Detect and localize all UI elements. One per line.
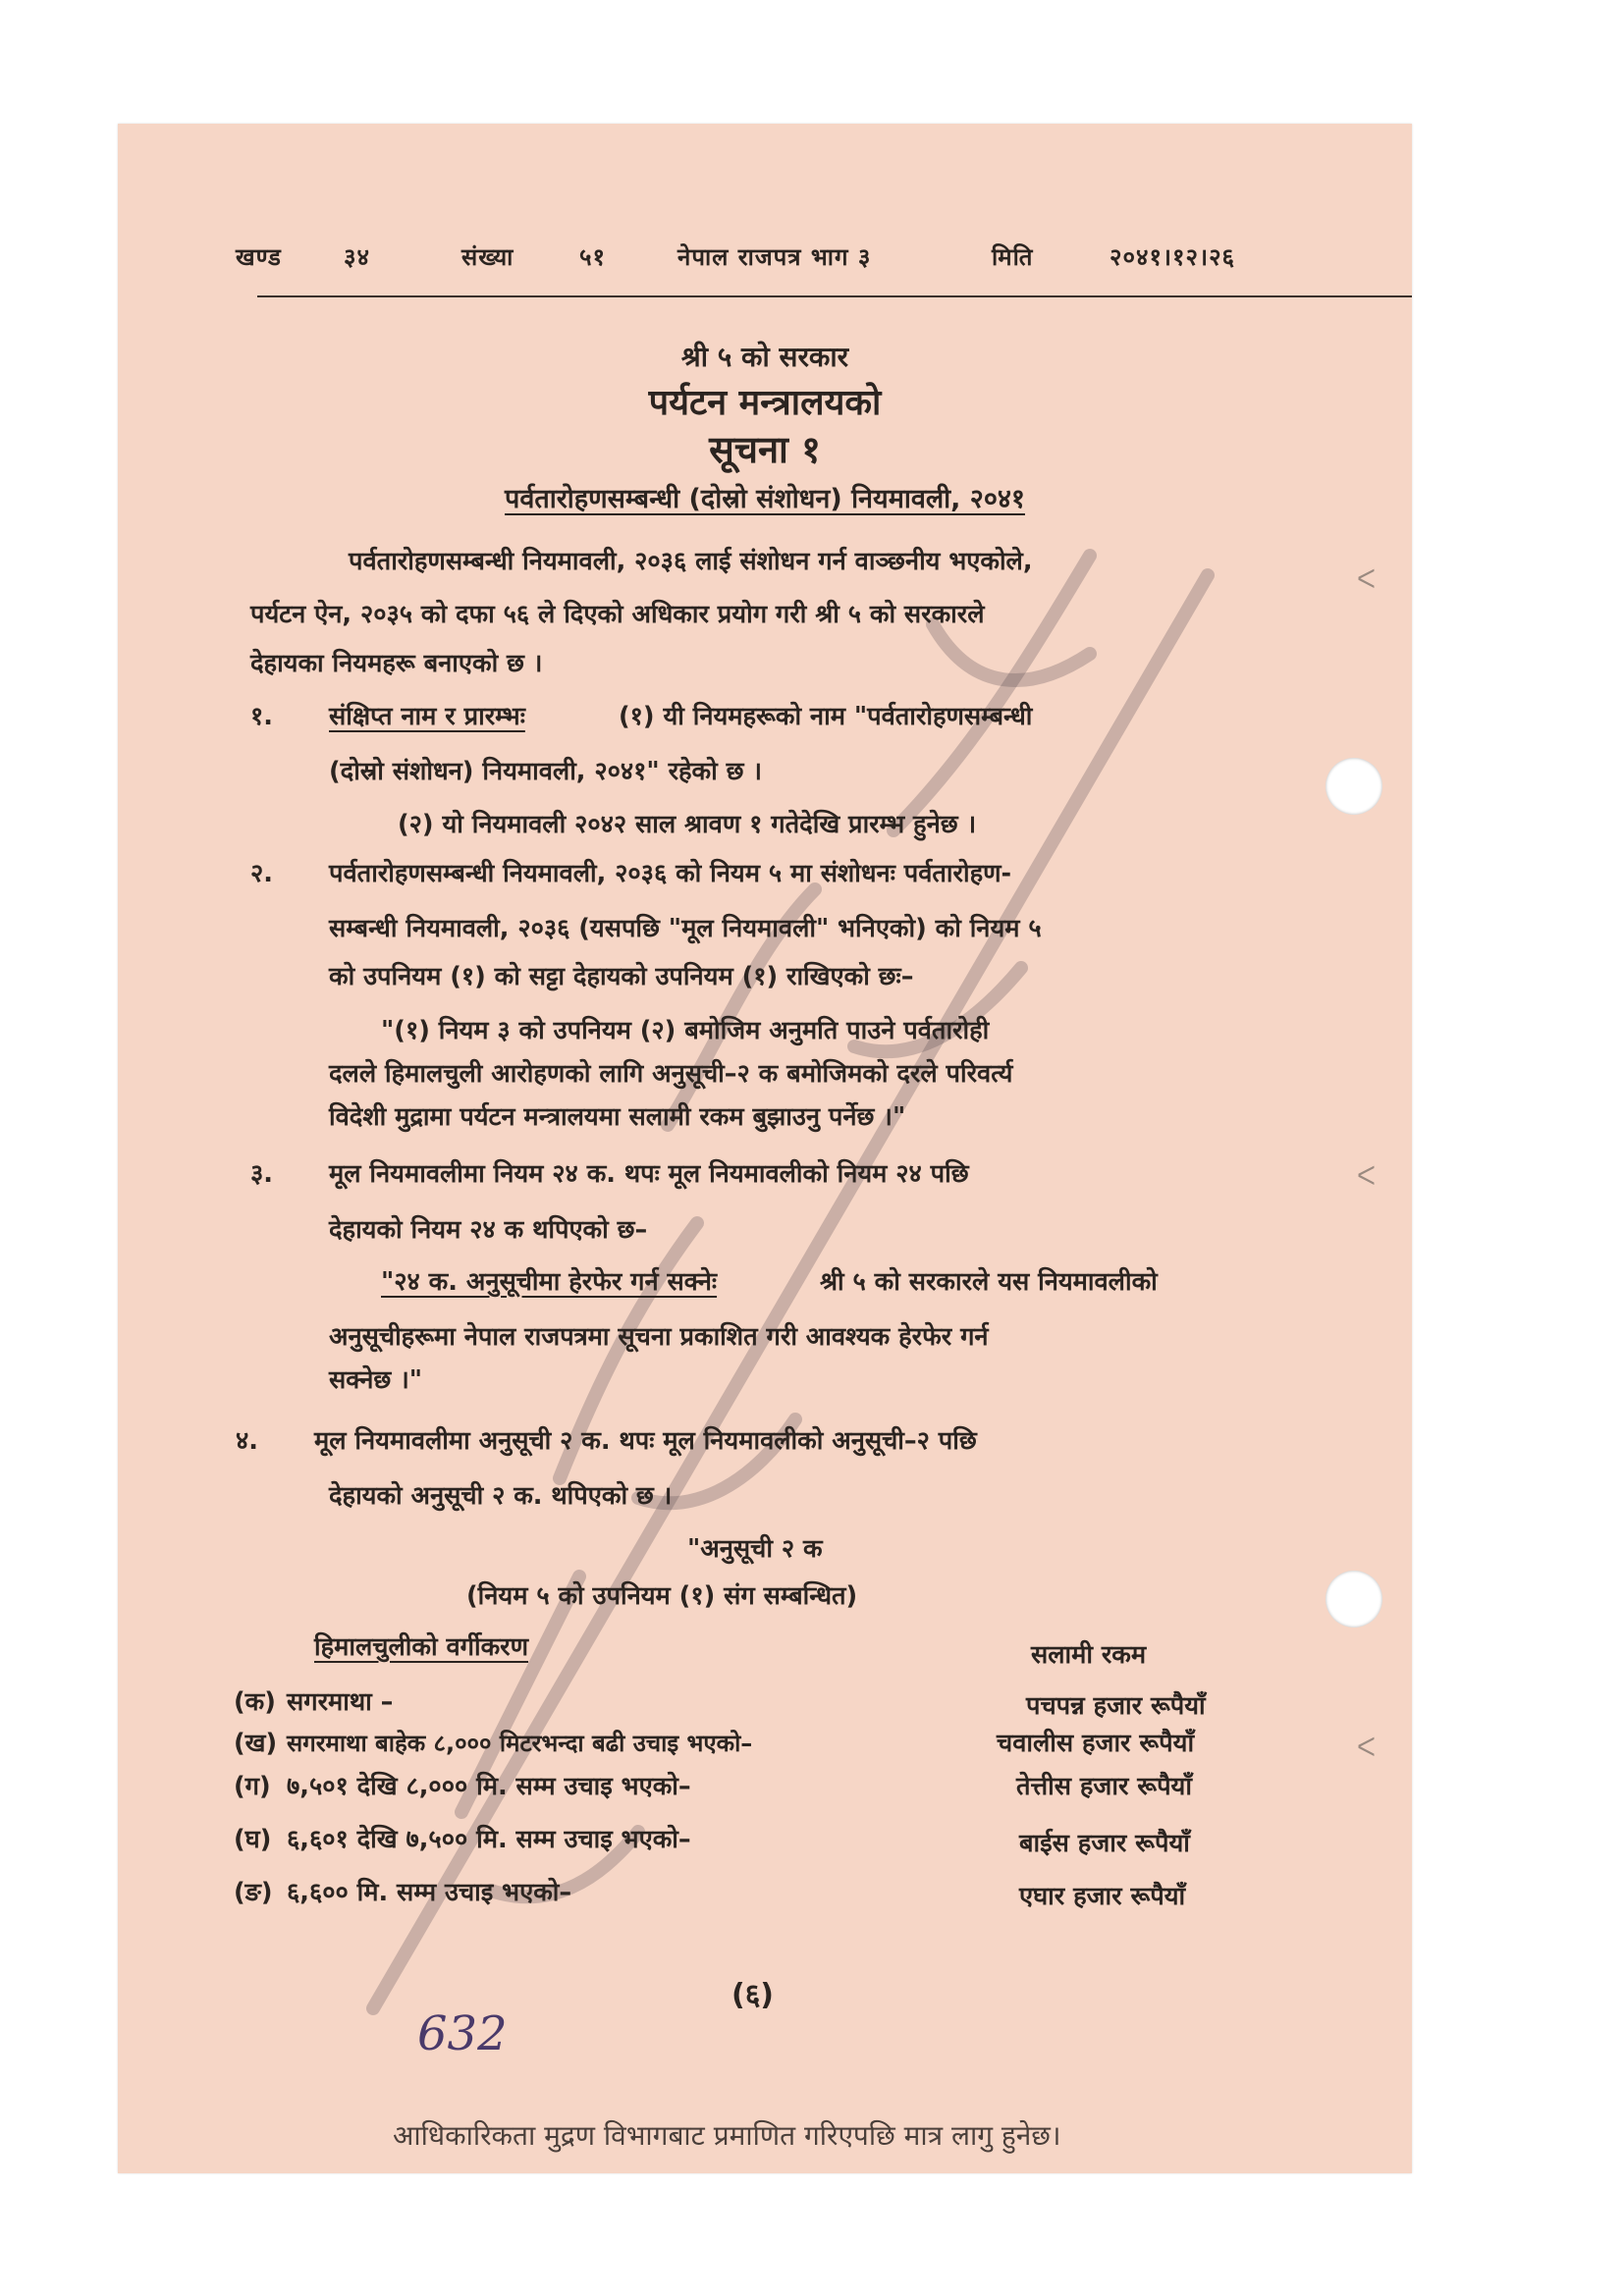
section-2-quote-2: दलले हिमालचुली आरोहणको लागि अनुसूची–२ क बमोजिमको दरले परिवर्त्य	[329, 1059, 1013, 1089]
section-1-heading: संक्षिप्त नाम र प्रारम्भः	[329, 702, 525, 731]
schedule-row-desc: सगरमाथा बाहेक ८,००० मिटरभन्दा बढी उचाइ भएको–	[287, 1730, 753, 1757]
schedule-col-amount: सलामी रकम	[1031, 1640, 1147, 1670]
footer-note: आधिकारिकता मुद्रण विभागबाट प्रमाणित गरिएपछि मात्र लागु हुनेछ।	[393, 2119, 1061, 2152]
section-3-quote-3: सक्नेछ ।"	[329, 1365, 423, 1395]
header-miti-label: मिति	[992, 243, 1034, 271]
schedule-row-desc: सगरमाथा –	[287, 1687, 394, 1717]
section-3-quote-1: श्री ५ को सरकारले यस नियमावलीको	[820, 1267, 1158, 1297]
section-1-line-2: (दोस्रो संशोधन) नियमावली, २०४१" रहेको छ ।	[329, 757, 763, 786]
header-rule	[257, 295, 1412, 297]
section-3-number: ३.	[250, 1159, 273, 1189]
preamble-line-1: पर्वतारोहणसम्बन्धी नियमावली, २०३६ लाई संशोधन गर्न वाञ्छनीय भएकोले,	[349, 547, 1033, 576]
section-3-line-1: मूल नियमावलीमा नियम २४ क. थपः मूल नियमावलीको नियम २४ पछि	[329, 1159, 969, 1189]
header-khanda-value: ३४	[344, 243, 370, 271]
section-2-number: २.	[250, 859, 273, 888]
schedule-row-label: (घ)	[234, 1825, 272, 1854]
title-notice: सूचना १	[709, 428, 821, 471]
edge-notch: ᐸ	[1357, 1734, 1376, 1763]
schedule-row-label: (क)	[234, 1687, 276, 1717]
section-4-number: ४.	[236, 1426, 258, 1456]
section-4-line-1: मूल नियमावलीमा अनुसूची २ क. थपः मूल नियमावलीको अनुसूची–२ पछि	[314, 1426, 977, 1456]
gazette-page	[118, 124, 1412, 2173]
schedule-row-label: (ख)	[234, 1729, 278, 1758]
schedule-row-desc: ७,५०१ देखि ८,००० मि. सम्म उचाइ भएको–	[287, 1772, 691, 1801]
header-sankhya-value: ५१	[579, 243, 606, 271]
section-1-line-3: (२) यो नियमावली २०४२ साल श्रावण १ गतेदेखि प्रारम्भ हुनेछ ।	[398, 810, 977, 839]
section-3-quote-2: अनुसूचीहरूमा नेपाल राजपत्रमा सूचना प्रकाशित गरी आवश्यक हेरफेर गर्न	[329, 1322, 989, 1352]
schedule-title: "अनुसूची २ क	[687, 1534, 823, 1564]
schedule-row-label: (ङ)	[234, 1878, 273, 1907]
schedule-row-amount: चवालीस हजार रूपैयाँ	[997, 1729, 1195, 1758]
title-government: श्री ५ को सरकार	[680, 341, 849, 373]
header-gazette: नेपाल राजपत्र भाग ३	[677, 243, 872, 271]
section-2-quote-1: "(१) नियम ३ को उपनियम (२) बमोजिम अनुमति पाउने पर्वतारोही	[381, 1016, 990, 1045]
schedule-row-label: (ग)	[234, 1772, 271, 1801]
section-2-quote-3: विदेशी मुद्रामा पर्यटन मन्त्रालयमा सलामी रकम बुझाउनु पर्नेछ ।"	[329, 1102, 906, 1132]
title-ministry: पर्यटन मन्त्रालयको	[648, 383, 882, 423]
schedule-row-amount: एघार हजार रूपैयाँ	[1019, 1882, 1186, 1911]
schedule-row-amount: बाईस हजार रूपैयाँ	[1019, 1829, 1190, 1858]
edge-notch: ᐸ	[1357, 565, 1376, 595]
schedule-row-amount: तेत्तीस हजार रूपैयाँ	[1016, 1772, 1192, 1801]
page-number: (६)	[731, 1978, 775, 2012]
handwritten-note: 632	[417, 2006, 508, 2061]
punch-hole-bottom	[1326, 1571, 1382, 1628]
section-1-number: १.	[250, 702, 273, 731]
schedule-col-classification: हिमालचुलीको वर्गीकरण	[314, 1632, 529, 1662]
section-3-line-2: देहायको नियम २४ क थपिएको छ–	[329, 1215, 648, 1245]
preamble-line-2: पर्यटन ऐन, २०३५ को दफा ५६ ले दिएको अधिकार प्रयोग गरी श्री ५ को सरकारले	[250, 600, 985, 629]
section-2-line-2: सम्बन्धी नियमावली, २०३६ (यसपछि "मूल नियमावली" भनिएको) को नियम ५	[329, 914, 1042, 943]
schedule-row-desc: ६,६०० मि. सम्म उचाइ भएको–	[287, 1878, 572, 1907]
header-sankhya-label: संख्या	[461, 243, 514, 271]
schedule-subtitle: (नियम ५ को उपनियम (१) संग सम्बन्धित)	[466, 1581, 858, 1611]
schedule-row-amount: पचपन्न हजार रूपैयाँ	[1026, 1691, 1206, 1721]
header-khanda-label: खण्ड	[236, 243, 282, 271]
section-3-quote-heading: "२४ क. अनुसूचीमा हेरफेर गर्न सक्नेः	[381, 1267, 718, 1297]
section-1-line-1: (१) यी नियमहरूको नाम "पर्वतारोहणसम्बन्धी	[619, 702, 1033, 731]
schedule-row-desc: ६,६०१ देखि ७,५०० मि. सम्म उचाइ भएको–	[287, 1825, 691, 1854]
header-miti-value: २०४१।१२।२६	[1110, 243, 1236, 271]
section-2-line-1: पर्वतारोहणसम्बन्धी नियमावली, २०३६ को नियम ५ मा संशोधनः पर्वतारोहण-	[329, 859, 1012, 888]
punch-hole-top	[1326, 758, 1382, 815]
section-4-line-2: देहायको अनुसूची २ क. थपिएको छ ।	[329, 1481, 673, 1511]
section-2-line-3: को उपनियम (१) को सट्टा देहायको उपनियम (१) राखिएको छः–	[329, 962, 914, 991]
preamble-line-3: देहायका नियमहरू बनाएको छ ।	[250, 649, 543, 678]
title-regulation: पर्वतारोहणसम्बन्धी (दोस्रो संशोधन) नियमावली, २०४१	[505, 484, 1025, 514]
edge-notch: ᐸ	[1357, 1162, 1376, 1192]
